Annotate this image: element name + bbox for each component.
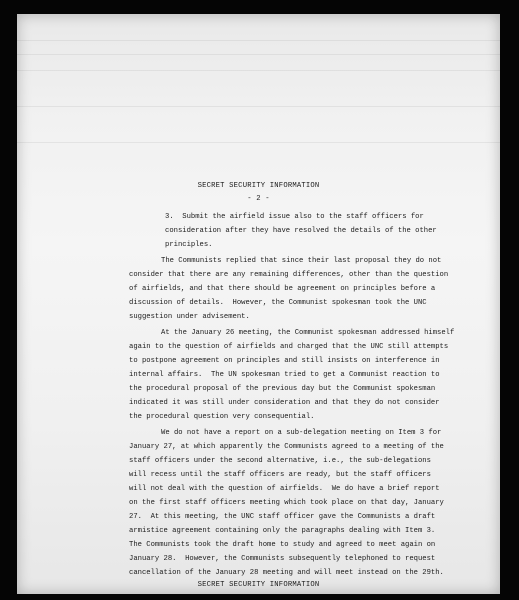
document-page — [17, 14, 500, 594]
classification-footer: SECRET SECURITY INFORMATION — [197, 581, 320, 589]
body-line: January 27, at which apparently the Communists agreed to a meeting of the — [129, 443, 444, 451]
page-number: - 2 - — [247, 195, 270, 203]
body-line: staff officers under the second alternative, i.e., the sub-delegations — [129, 457, 431, 465]
body-line: of airfields, and that there should be agreement on principles before a — [129, 285, 436, 293]
document-text — [17, 14, 500, 594]
body-line: again to the question of airfields and charged that the UNC still attempts — [129, 343, 449, 351]
body-line: on the first staff officers meeting which took place on that day, January — [129, 499, 444, 507]
body-line: armistice agreement containing only the paragraphs dealing with Item 3. — [129, 527, 436, 535]
body-line: January 28. However, the Communists subsequently telephoned to request — [129, 555, 436, 563]
classification-header: SECRET SECURITY INFORMATION — [197, 182, 320, 190]
body-line: consideration after they have resolved the details of the other — [165, 227, 437, 235]
body-line: indicated it was still under consideration and that they do not consider — [129, 399, 440, 407]
body-line: principles. — [165, 241, 213, 249]
body-line: will recess until the staff officers are ready, but the staff officers — [129, 471, 431, 479]
body-line: We do not have a report on a sub-delegation meeting on Item 3 for — [161, 429, 442, 437]
body-line: 27. At this meeting, the UNC staff officer gave the Communists a draft — [129, 513, 436, 521]
body-line: the procedural proposal of the previous day but the Communist spokesman — [129, 385, 436, 393]
body-line: to postpone agreement on principles and still insists on interference in — [129, 357, 440, 365]
body-line: The Communists replied that since their last proposal they do not — [161, 257, 442, 265]
body-line: the procedural question very consequential. — [129, 413, 315, 421]
body-line: suggestion under advisement. — [129, 313, 250, 321]
body-line: will not deal with the question of airfields. We do have a brief report — [129, 485, 440, 493]
body-line: 3. Submit the airfield issue also to the staff officers for — [165, 213, 424, 221]
body-line: cancellation of the January 28 meeting and will meet instead on the 29th. — [129, 569, 444, 577]
body-line: At the January 26 meeting, the Communist spokesman addressed himself — [161, 329, 455, 337]
body-line: consider that there are any remaining differences, other than the question — [129, 271, 449, 279]
body-line: The Communists took the draft home to study and agreed to meet again on — [129, 541, 436, 549]
body-line: internal affairs. The UN spokesman tried to get a Communist reaction to — [129, 371, 440, 379]
body-line: discussion of details. However, the Communist spokesman took the UNC — [129, 299, 427, 307]
